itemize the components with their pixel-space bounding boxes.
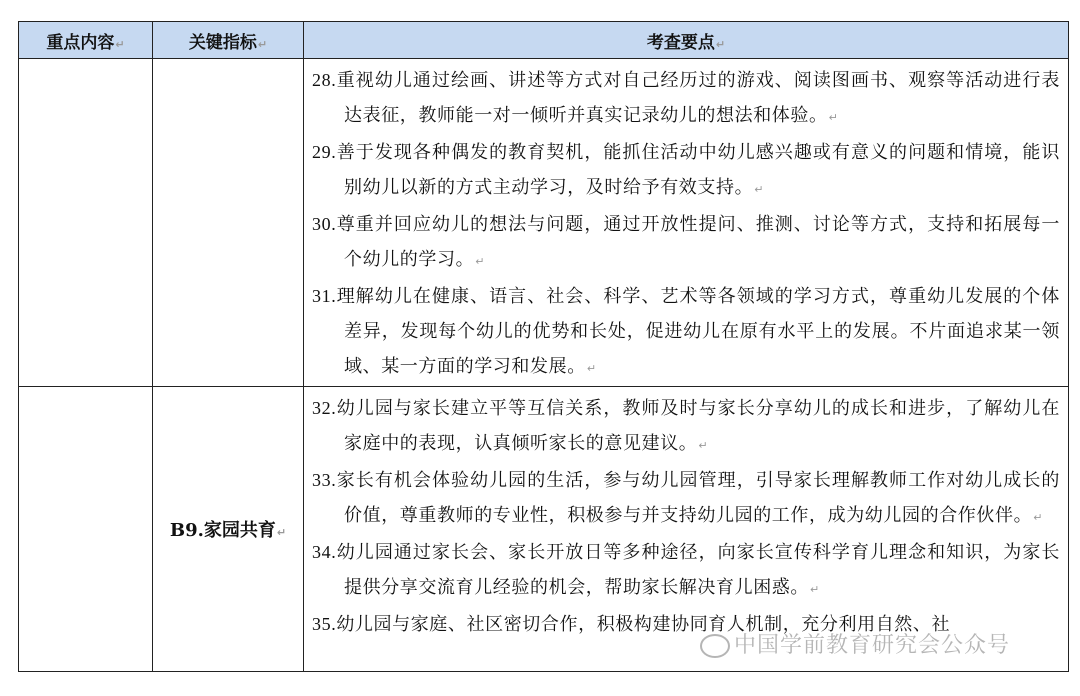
key-indicator-cell: B9.家园共育↵ (153, 387, 304, 672)
check-point-item: 32.幼儿园与家长建立平等互信关系，教师及时与家长分享幼儿的成长和进步，了解幼儿在家庭中的表现，认真倾听家长的意见建议。↵ (312, 398, 1060, 454)
check-point-item: 30.尊重并回应幼儿的想法与问题，通过开放性提问、推测、讨论等方式，支持和拓展每一个幼儿的学习。↵ (312, 214, 1060, 270)
wechat-icon (700, 634, 730, 658)
watermark: 中国学前教育研究会公众号 (700, 628, 1010, 659)
header-key-indicator: 关键指标↵ (153, 22, 304, 59)
check-point-item: 31.理解幼儿在健康、语言、社会、科学、艺术等各领域的学习方式，尊重幼儿发展的个体差异，发现每个幼儿的优势和长处，促进幼儿在原有水平上的发展。不片面追求某一领域、某一方面的学习和发展。↵ (312, 286, 1060, 377)
indicator-label: B9.家园共育 (169, 520, 276, 541)
key-content-cell (19, 387, 153, 672)
check-points-cell (304, 59, 1069, 387)
check-point-item: 29.善于发现各种偶发的教育契机，能抓住活动中幼儿感兴趣或有意义的问题和情境，能识别幼儿以新的方式主动学习，及时给予有效支持。↵ (312, 142, 1060, 198)
check-point-item: 35.幼儿园与家庭、社区密切合作，积极构建协同育人机制，充分利用自然、社 (312, 614, 951, 635)
table-header-row (19, 22, 1069, 59)
header-check-points: 考查要点↵ (304, 22, 1069, 59)
key-indicator-cell (153, 59, 304, 387)
evaluation-table (18, 21, 1069, 672)
key-content-cell (19, 59, 153, 387)
header-key-content: 重点内容↵ (19, 22, 153, 59)
table-row (19, 59, 1069, 387)
document-page (18, 21, 1067, 667)
check-point-item: 33.家长有机会体验幼儿园的生活，参与幼儿园管理，引导家长理解教师工作对幼儿成长的价值，尊重教师的专业性，积极参与并支持幼儿园的工作，成为幼儿园的合作伙伴。↵ (312, 470, 1060, 526)
check-point-item: 28.重视幼儿通过绘画、讲述等方式对自己经历过的游戏、阅读图画书、观察等活动进行表达表征，教师能一对一倾听并真实记录幼儿的想法和体验。↵ (312, 70, 1060, 126)
check-point-item: 34.幼儿园通过家长会、家长开放日等多种途径，向家长宣传科学育儿理念和知识，为家长提供分享交流育儿经验的机会，帮助家长解决育儿困惑。↵ (312, 542, 1060, 598)
